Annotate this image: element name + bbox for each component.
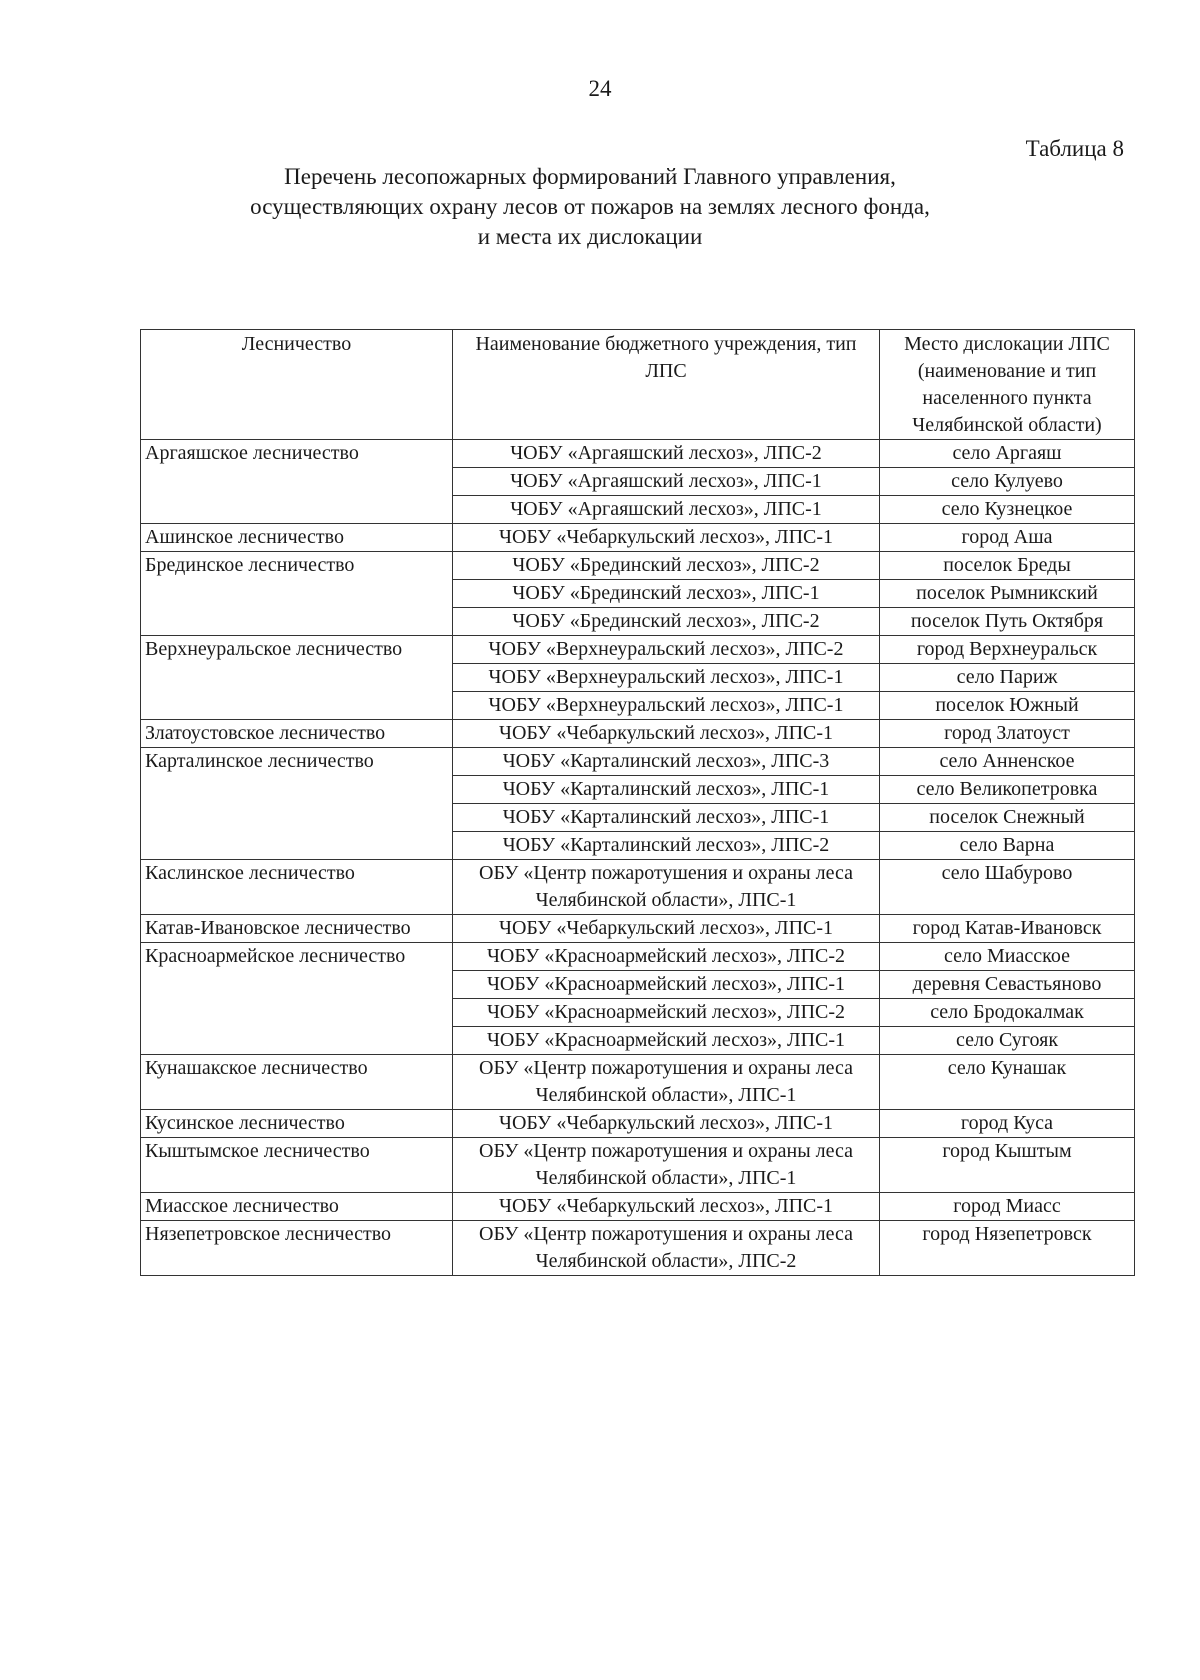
- forestry-cell: Златоустовское лесничество: [141, 720, 453, 748]
- location-cell: деревня Севастьяново: [880, 971, 1135, 999]
- header-institution: Наименование бюджетного учреждения, тип ЛПС: [453, 330, 880, 440]
- forestry-cell: Верхнеуральское лесничество: [141, 636, 453, 720]
- location-cell: поселок Снежный: [880, 804, 1135, 832]
- institution-cell: ЧОБУ «Чебаркульский лесхоз», ЛПС-1: [453, 720, 880, 748]
- location-cell: село Миасское: [880, 943, 1135, 971]
- forestry-cell: Карталинское лесничество: [141, 748, 453, 860]
- table-row: [141, 440, 1135, 468]
- institution-cell: ОБУ «Центр пожаротушения и охраны леса Челябинской области», ЛПС-2: [453, 1221, 880, 1276]
- forestry-cell: Каслинское лесничество: [141, 860, 453, 915]
- forestry-cell: Нязепетровское лесничество: [141, 1221, 453, 1276]
- header-forestry: Лесничество: [141, 330, 453, 440]
- institution-cell: ОБУ «Центр пожаротушения и охраны леса Челябинской области», ЛПС-1: [453, 1138, 880, 1193]
- table-title: [150, 162, 1030, 252]
- institution-cell: ЧОБУ «Красноармейский лесхоз», ЛПС-1: [453, 1027, 880, 1055]
- location-cell: город Аша: [880, 524, 1135, 552]
- table-row: [141, 636, 1135, 664]
- table-row: [141, 748, 1135, 776]
- table-row: [141, 915, 1135, 943]
- forestry-cell: Катав-Ивановское лесничество: [141, 915, 453, 943]
- institution-cell: ЧОБУ «Красноармейский лесхоз», ЛПС-1: [453, 971, 880, 999]
- forestry-cell: Кыштымское лесничество: [141, 1138, 453, 1193]
- location-cell: село Париж: [880, 664, 1135, 692]
- location-cell: поселок Путь Октября: [880, 608, 1135, 636]
- location-cell: город Миасс: [880, 1193, 1135, 1221]
- location-cell: село Кузнецкое: [880, 496, 1135, 524]
- header-location: Место дислокации ЛПС (наименование и тип населенного пункта Челябинской области): [880, 330, 1135, 440]
- table-row: [141, 943, 1135, 971]
- institution-cell: ЧОБУ «Аргаяшский лесхоз», ЛПС-1: [453, 496, 880, 524]
- forestry-cell: Аргаяшское лесничество: [141, 440, 453, 524]
- location-cell: поселок Рымникский: [880, 580, 1135, 608]
- institution-cell: ЧОБУ «Аргаяшский лесхоз», ЛПС-1: [453, 468, 880, 496]
- table-label: Таблица 8: [1025, 136, 1124, 161]
- forestry-cell: Миасское лесничество: [141, 1193, 453, 1221]
- institution-cell: ЧОБУ «Верхнеуральский лесхоз», ЛПС-1: [453, 692, 880, 720]
- location-cell: город Катав-Ивановск: [880, 915, 1135, 943]
- institution-cell: ЧОБУ «Брединский лесхоз», ЛПС-2: [453, 608, 880, 636]
- institution-cell: ЧОБУ «Карталинский лесхоз», ЛПС-1: [453, 776, 880, 804]
- location-cell: поселок Южный: [880, 692, 1135, 720]
- location-cell: село Шабурово: [880, 860, 1135, 915]
- location-cell: село Бродокалмак: [880, 999, 1135, 1027]
- institution-cell: ЧОБУ «Карталинский лесхоз», ЛПС-1: [453, 804, 880, 832]
- location-cell: село Великопетровка: [880, 776, 1135, 804]
- location-cell: город Кыштым: [880, 1138, 1135, 1193]
- table-row: [141, 524, 1135, 552]
- forestry-cell: Красноармейское лесничество: [141, 943, 453, 1055]
- title-line: осуществляющих охрану лесов от пожаров на землях лесного фонда,: [250, 194, 930, 219]
- table-row: [141, 1110, 1135, 1138]
- institution-cell: ЧОБУ «Аргаяшский лесхоз», ЛПС-2: [453, 440, 880, 468]
- table-row: [141, 1193, 1135, 1221]
- institution-cell: ЧОБУ «Брединский лесхоз», ЛПС-1: [453, 580, 880, 608]
- institution-cell: ЧОБУ «Чебаркульский лесхоз», ЛПС-1: [453, 524, 880, 552]
- table-row: [141, 1221, 1135, 1276]
- institution-cell: ОБУ «Центр пожаротушения и охраны леса Челябинской области», ЛПС-1: [453, 860, 880, 915]
- location-cell: село Варна: [880, 832, 1135, 860]
- location-cell: село Кулуево: [880, 468, 1135, 496]
- institution-cell: ЧОБУ «Карталинский лесхоз», ЛПС-2: [453, 832, 880, 860]
- table-row: [141, 720, 1135, 748]
- forestry-cell: Кунашакское лесничество: [141, 1055, 453, 1110]
- location-cell: село Анненское: [880, 748, 1135, 776]
- institution-cell: ЧОБУ «Чебаркульский лесхоз», ЛПС-1: [453, 1110, 880, 1138]
- table-row: [141, 552, 1135, 580]
- location-cell: село Кунашак: [880, 1055, 1135, 1110]
- title-line: и места их дислокации: [477, 224, 703, 249]
- institution-cell: ЧОБУ «Карталинский лесхоз», ЛПС-3: [453, 748, 880, 776]
- table-row: [141, 1055, 1135, 1110]
- location-cell: поселок Бреды: [880, 552, 1135, 580]
- institution-cell: ЧОБУ «Верхнеуральский лесхоз», ЛПС-1: [453, 664, 880, 692]
- table-row: [141, 860, 1135, 915]
- fire-units-table: [140, 329, 1135, 1276]
- table-body: [141, 440, 1135, 1276]
- forestry-cell: Брединское лесничество: [141, 552, 453, 636]
- location-cell: город Златоуст: [880, 720, 1135, 748]
- institution-cell: ЧОБУ «Чебаркульский лесхоз», ЛПС-1: [453, 915, 880, 943]
- location-cell: город Куса: [880, 1110, 1135, 1138]
- location-cell: село Сугояк: [880, 1027, 1135, 1055]
- institution-cell: ЧОБУ «Брединский лесхоз», ЛПС-2: [453, 552, 880, 580]
- location-cell: село Аргаяш: [880, 440, 1135, 468]
- forestry-cell: Ашинское лесничество: [141, 524, 453, 552]
- institution-cell: ЧОБУ «Красноармейский лесхоз», ЛПС-2: [453, 943, 880, 971]
- table-header-row: [141, 330, 1135, 440]
- institution-cell: ЧОБУ «Красноармейский лесхоз», ЛПС-2: [453, 999, 880, 1027]
- institution-cell: ОБУ «Центр пожаротушения и охраны леса Челябинской области», ЛПС-1: [453, 1055, 880, 1110]
- table-row: [141, 1138, 1135, 1193]
- page-number: 24: [588, 76, 612, 101]
- location-cell: город Верхнеуральск: [880, 636, 1135, 664]
- institution-cell: ЧОБУ «Чебаркульский лесхоз», ЛПС-1: [453, 1193, 880, 1221]
- location-cell: город Нязепетровск: [880, 1221, 1135, 1276]
- institution-cell: ЧОБУ «Верхнеуральский лесхоз», ЛПС-2: [453, 636, 880, 664]
- forestry-cell: Кусинское лесничество: [141, 1110, 453, 1138]
- title-line: Перечень лесопожарных формирований Главного управления,: [284, 164, 896, 189]
